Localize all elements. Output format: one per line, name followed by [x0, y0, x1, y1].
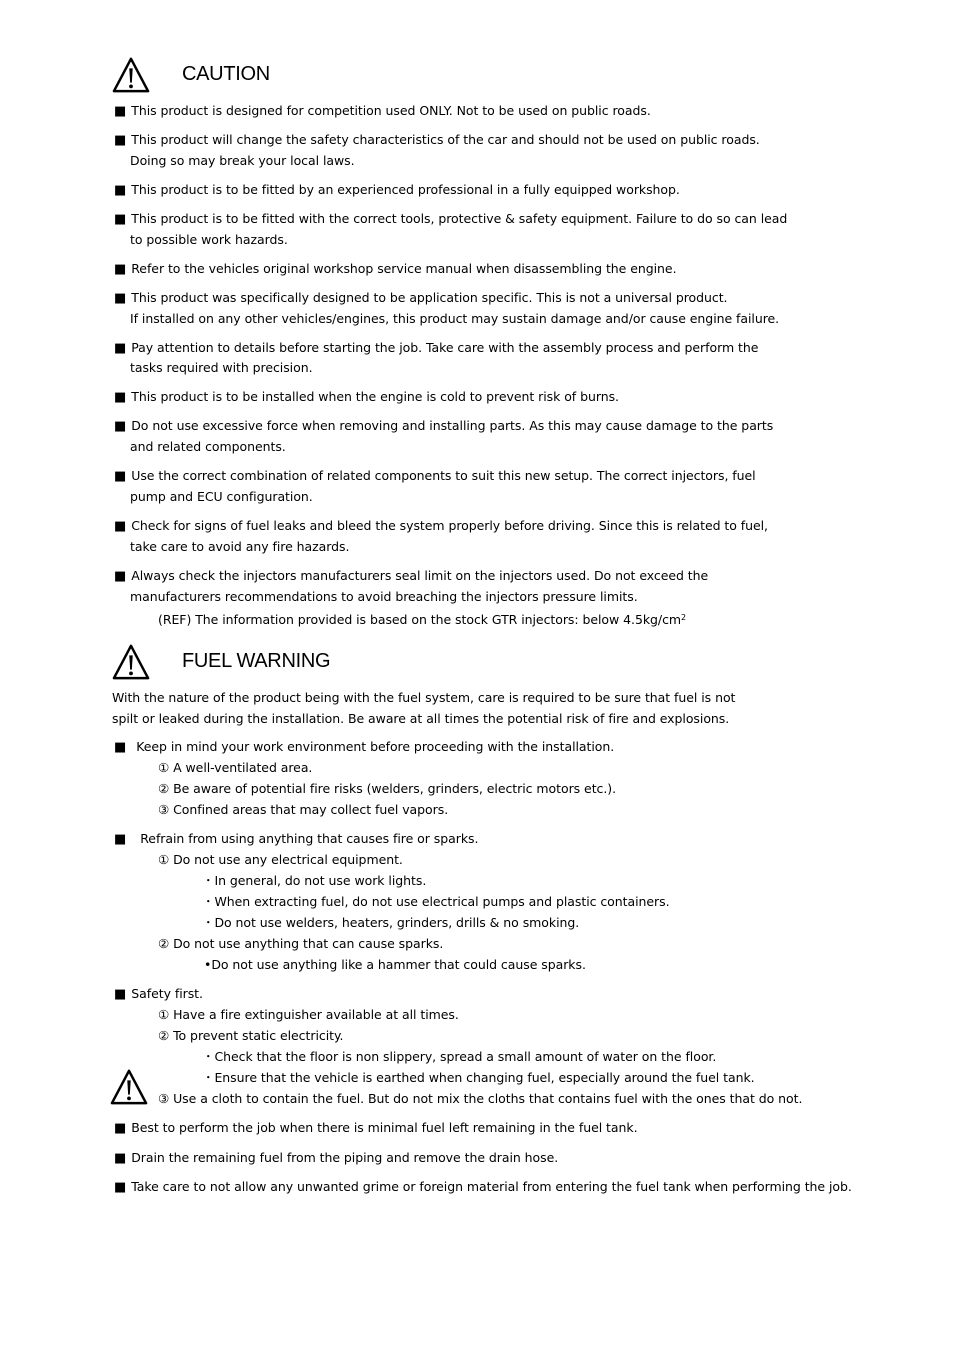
bullet-square: ■ — [114, 341, 127, 356]
bullet-square: ■ — [114, 133, 127, 148]
final-item-2: ■ Drain the remaining fuel from the piping and remove the drain hose. — [114, 1150, 559, 1166]
caution-item-7-cont: tasks required with precision. — [130, 360, 313, 375]
caution-item-2-cont: Doing so may break your local laws. — [130, 153, 355, 168]
bullet-square: ■ — [114, 519, 127, 534]
warning-triangle-icon — [112, 56, 150, 94]
env-item: ■ Keep in mind your work environment before proceeding with the installation. — [114, 739, 615, 755]
caution-item-5: ■ Refer to the vehicles original workshop service manual when disassembling the engine. — [114, 261, 677, 277]
fire-sub-1-point-1: ・In general, do not use work lights. — [202, 873, 427, 888]
bullet-square: ■ — [114, 390, 127, 405]
bullet-square: ■ — [114, 1121, 127, 1136]
bullet-square: ■ — [114, 262, 127, 277]
fire-sub-1-point-3: ・Do not use welders, heaters, grinders, drills & no smoking. — [202, 915, 580, 930]
caution-item-6: ■ This product was specifically designed to be application specific. This is not a universal product. — [114, 290, 728, 306]
ref-note: (REF) The information provided is based on the stock GTR injectors: below $4.5kg/cm^2$ — [158, 612, 687, 627]
caution-item-10: ■ Use the correct combination of related components to suit this new setup. The correct injectors, fuel — [114, 468, 756, 484]
caution-title: CAUTION — [182, 63, 270, 85]
safety-sub-1: ① Have a fire extinguisher available at all times. — [158, 1007, 459, 1022]
final-item-1: ■ Best to perform the job when there is minimal fuel left remaining in the fuel tank. — [114, 1120, 638, 1136]
fire-sub-2: ② Do not use anything that can cause sparks. — [158, 936, 444, 951]
caution-item-4: ■ This product is to be fitted with the correct tools, protective & safety equipment. Failure to do so can lead — [114, 211, 788, 227]
caution-item-6-cont: If installed on any other vehicles/engines, this product may sustain damage and/or cause engine failure. — [130, 311, 780, 326]
caution-item-9-cont: and related components. — [130, 439, 286, 454]
caution-item-7: ■ Pay attention to details before starting the job. Take care with the assembly process and perform the — [114, 340, 759, 356]
bullet-square: ■ — [114, 1151, 127, 1166]
caution-item-12: ■ Always check the injectors manufacturers seal limit on the injectors used. Do not exceed the — [114, 568, 709, 584]
fire-item: ■ Refrain from using anything that causes fire or sparks. — [114, 831, 479, 847]
fire-sub-2-point: •Do not use anything like a hammer that could cause sparks. — [204, 957, 586, 972]
fuel-intro-line-1: With the nature of the product being with the fuel system, care is required to be sure that fuel is not — [112, 690, 736, 705]
safety-sub-2-point-2: ・Ensure that the vehicle is earthed when changing fuel, especially around the fuel tank. — [202, 1070, 755, 1085]
caution-heading — [112, 56, 270, 94]
caution-item-2: ■ This product will change the safety characteristics of the car and should not be used on public roads. — [114, 132, 760, 148]
fuel-warning-title: FUEL WARNING — [182, 650, 331, 672]
safety-sub-2-point-1: ・Check that the floor is non slippery, spread a small amount of water on the floor. — [202, 1049, 717, 1064]
bullet-square: ■ — [114, 569, 127, 584]
bullet-square: ■ — [114, 104, 127, 119]
caution-item-8: ■ This product is to be installed when the engine is cold to prevent risk of burns. — [114, 389, 619, 405]
caution-item-11: ■ Check for signs of fuel leaks and bleed the system properly before driving. Since this is related to fuel, — [114, 518, 768, 534]
env-sub-1: ① A well-ventilated area. — [158, 760, 313, 775]
fire-sub-1-point-2: ・When extracting fuel, do not use electrical pumps and plastic containers. — [202, 894, 670, 909]
bullet-square: ■ — [114, 419, 127, 434]
warning-triangle-icon — [112, 643, 150, 681]
caution-item-9: ■ Do not use excessive force when removing and installing parts. As this may cause damage to the parts — [114, 418, 774, 434]
bullet-square: ■ — [114, 469, 127, 484]
caution-item-4-cont: to possible work hazards. — [130, 232, 288, 247]
safety-sub-3: ③ Use a cloth to contain the fuel. But do not mix the cloths that contains fuel with the ones that do not. — [158, 1091, 803, 1106]
final-item-3: ■ Take care to not allow any unwanted grime or foreign material from entering the fuel tank when performing the job. — [114, 1179, 852, 1195]
fuel-warning-heading — [112, 643, 331, 681]
bullet-square: ■ — [114, 832, 127, 847]
safety-sub-2: ② To prevent static electricity. — [158, 1028, 344, 1043]
caution-item-1: ■ This product is designed for competition used ONLY. Not to be used on public roads. — [114, 103, 651, 119]
caution-item-11-cont: take care to avoid any fire hazards. — [130, 539, 350, 554]
fuel-intro-line-2: spilt or leaked during the installation. Be aware at all times the potential risk of fire and explosions. — [112, 711, 730, 726]
bullet-square: ■ — [114, 987, 127, 1002]
fire-sub-1: ① Do not use any electrical equipment. — [158, 852, 403, 867]
caution-item-3: ■ This product is to be fitted by an experienced professional in a fully equipped workshop. — [114, 182, 680, 198]
bullet-square: ■ — [114, 183, 127, 198]
env-sub-2: ② Be aware of potential fire risks (welders, grinders, electric motors etc.). — [158, 781, 617, 796]
caution-item-10-cont: pump and ECU configuration. — [130, 489, 313, 504]
ref-superscript: 2 — [681, 613, 687, 622]
bullet-square: ■ — [114, 291, 127, 306]
warning-triangle-icon — [110, 1068, 148, 1106]
bullet-square: ■ — [114, 212, 127, 227]
caution-item-12-cont: manufacturers recommendations to avoid breaching the injectors pressure limits. — [130, 589, 638, 604]
env-sub-3: ③ Confined areas that may collect fuel vapors. — [158, 802, 449, 817]
bullet-square: ■ — [114, 740, 127, 755]
safety-item: ■ Safety first. — [114, 986, 203, 1002]
bullet-square: ■ — [114, 1180, 127, 1195]
